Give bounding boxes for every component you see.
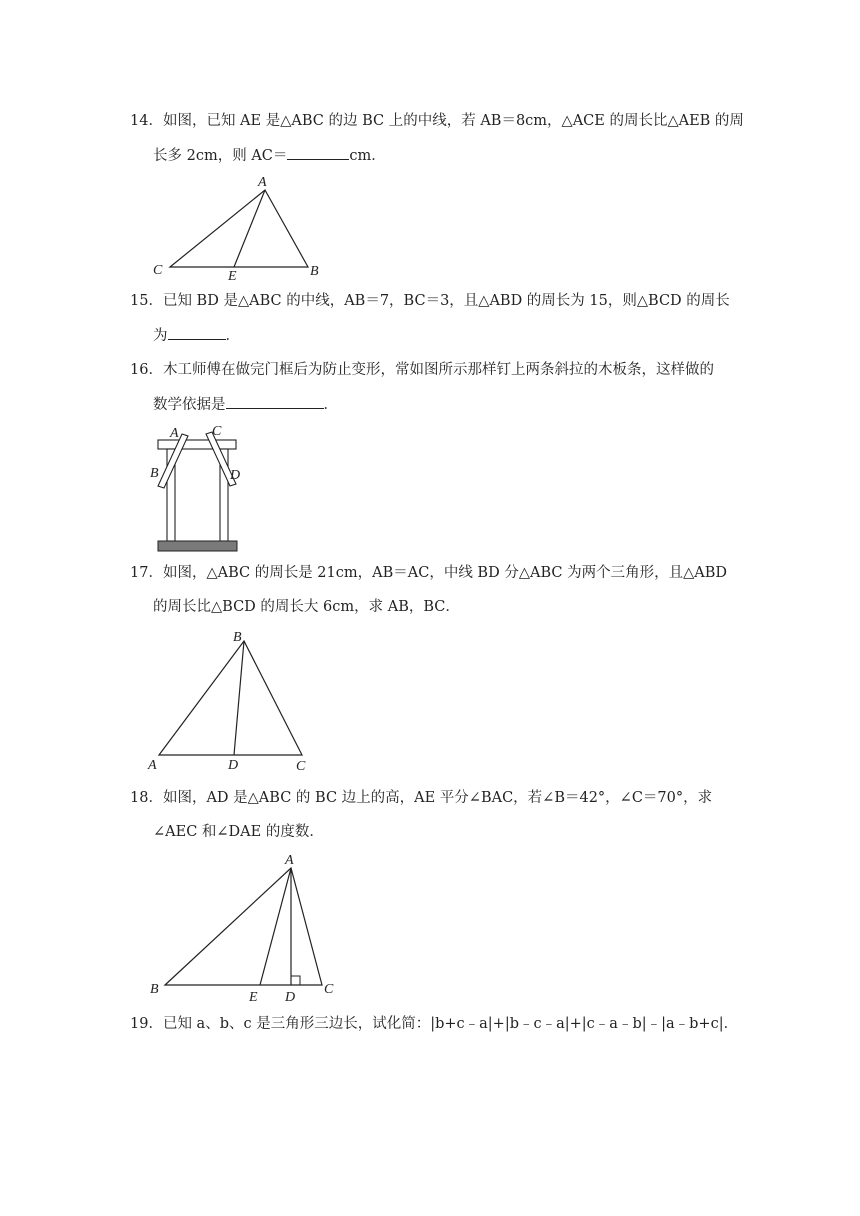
q17-triangle-abc [159,641,302,755]
q16-label-b: B [150,466,159,481]
q17-text-line2: 的周长比△BCD 的周长大 6cm，求 AB，BC． [153,599,460,615]
q17-label-b: B [233,630,242,645]
q14-label-c: C [153,263,163,278]
q14-text-line2-post: cm． [349,148,386,164]
q14-label-b: B [310,264,319,279]
q14-label-e: E [228,269,237,284]
q18-text-line2: ∠AEC 和∠DAE 的度数． [153,824,324,840]
q15-text-line2 [153,325,240,346]
q14-figure [150,172,330,282]
q16-label-a: A [170,426,179,441]
q16-text-line1: 16．木工师傅在做完门框后为防止变形，常如图所示那样钉上两条斜拉的木板条，这样做的 [130,362,714,378]
q16-text-line2-post: ． [323,397,338,413]
q17-label-d: D [228,758,239,773]
q17-label-a: A [148,758,157,773]
q16-text-line2 [153,394,338,415]
q17-median-bd [234,641,244,755]
q14-text-line2 [153,145,386,166]
q14-text-line1: 14．如图，已知 AE 是△ABC 的边 BC 上的中线，若 AB＝8cm，△ACE 的周长比△AEB 的周 [130,113,744,129]
q14-label-a: A [258,175,267,190]
q18-triangle-abc [165,868,322,985]
q18-label-b: B [150,982,159,997]
q17-text-line1: 17．如图，△ABC 的周长是 21cm，AB＝AC，中线 BD 分△ABC 为两个三角形，且△ABD [130,565,727,581]
q17-figure [145,625,320,775]
q15-text-line2-post: ． [225,328,240,344]
q18-bisector-ae [260,868,291,985]
q16-label-c: C [212,424,222,439]
q18-label-c: C [324,982,334,997]
q14-answer-blank[interactable] [287,145,349,160]
q19-text-line1: 19．已知 a、b、c 是三角形三边长，试化简：|b+c﹣a|+|b﹣c﹣a|+|c﹣a﹣b|﹣|a﹣b+c|． [130,1016,739,1032]
q15-answer-blank[interactable] [168,325,226,340]
q16-text-line2-pre: 数学依据是 [153,397,226,413]
q16-base [158,541,237,551]
q14-median-ae [234,190,265,267]
q16-door-frame-figure [150,422,250,554]
q18-figure [145,850,345,1005]
q18-text-line1: 18．如图，AD 是△ABC 的 BC 边上的高，AE 平分∠BAC，若∠B＝42°，∠C＝70°，求 [130,790,713,806]
q18-right-angle-mark [291,976,300,985]
q15-text-line1: 15．已知 BD 是△ABC 的中线，AB＝7，BC＝3，且△ABD 的周长为 15，则△BCD 的周长 [130,293,730,309]
q16-label-d: D [230,468,241,483]
q18-label-e: E [249,990,258,1005]
q15-text-line2-pre: 为 [153,328,168,344]
q18-label-a: A [285,853,294,868]
q18-label-d: D [285,990,296,1005]
q16-answer-blank[interactable] [226,394,324,409]
q16-top-beam [158,440,236,449]
q14-text-line2-pre: 长多 2cm，则 AC＝ [153,148,288,164]
q17-label-c: C [296,759,306,774]
